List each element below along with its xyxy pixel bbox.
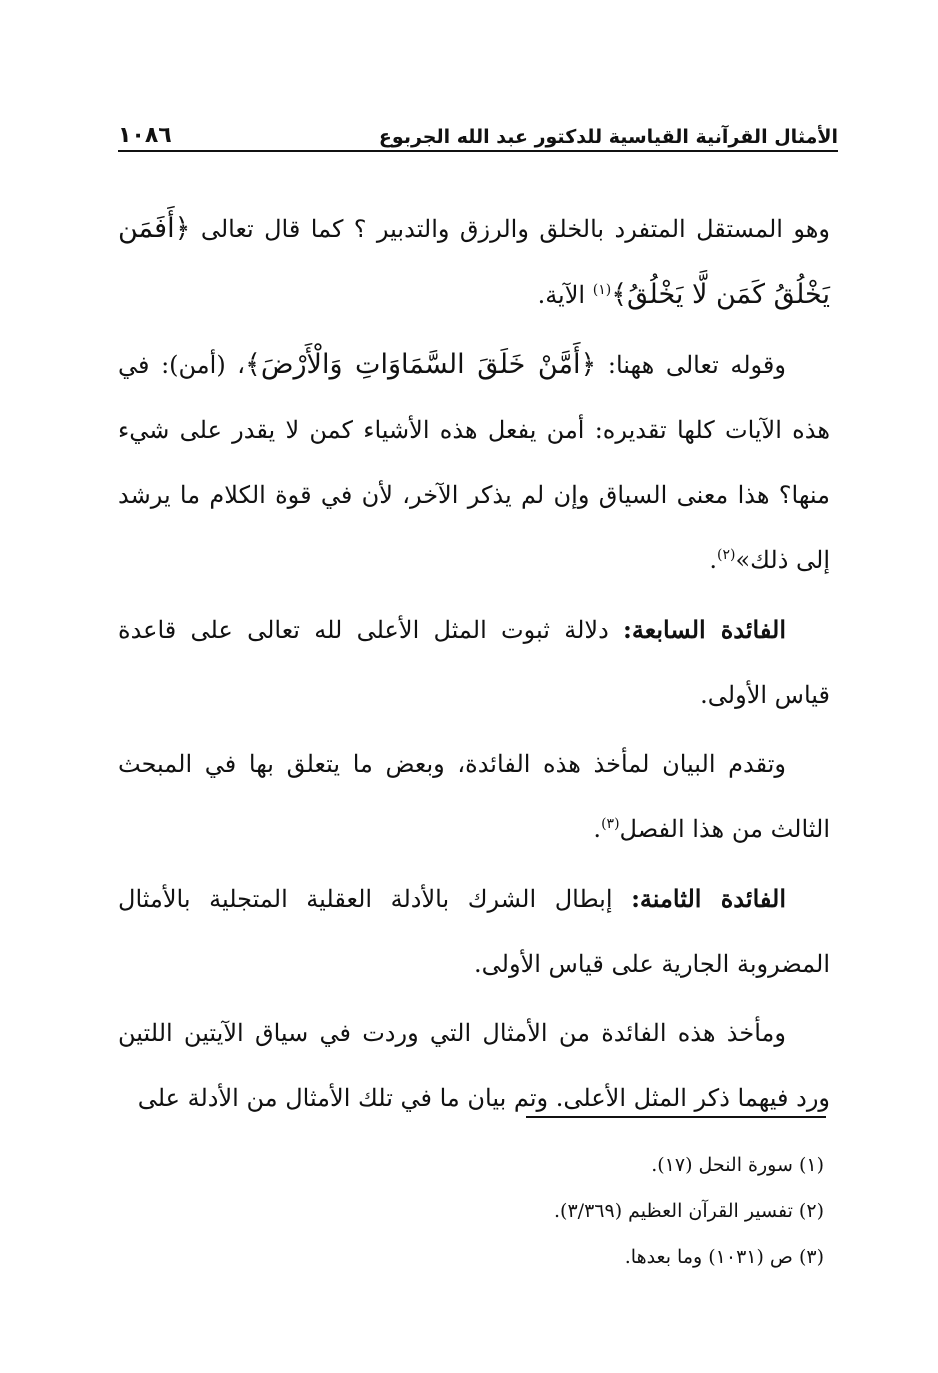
paragraph-1: [118, 196, 830, 328]
p1-text: وهو المستقل المتفرد بالخلق والرزق والتدبير ؟ كما قال تعالى: [190, 215, 830, 243]
footnotes: [118, 1142, 824, 1280]
footnote-1: (١) سورة النحل (١٧).: [651, 1154, 824, 1176]
p5-text: إبطال الشرك بالأدلة العقلية المتجلية بالأمثال المضروبة الجارية على قياس الأولى.: [118, 885, 830, 978]
footnote-rule: [526, 1116, 826, 1118]
p2-text-1: وقوله تعالى ههنا:: [596, 351, 786, 379]
p2-text-2: ، (أمن): في هذه الآيات كلها تقديره: أمن يفعل هذه الأشياء كمن لا يقدر على شيء منها؟ هذا معنى السياق وإن لم يذكر الآخر، لأن في قوة الكلام ما يرشد إلى ذلك»: [118, 351, 830, 574]
p6-text: ومأخذ هذه الفائدة من الأمثال التي وردت في سياق الآيتين اللتين ورد فيهما ذكر المثل الأعلى. وتم بيان ما في تلك الأمثال من الأدلة على: [118, 1019, 830, 1112]
paragraph-2: [118, 332, 830, 593]
running-header: [118, 116, 838, 148]
p1-footnote-ref: (١): [592, 282, 612, 298]
p1-quran-verse: ﴿أَفَمَن يَخْلُقُ كَمَن لَّا يَخْلُقُ﴾: [118, 213, 830, 310]
paragraph-6: [118, 1001, 830, 1131]
p2-quran-verse: ﴿أَمَّنْ خَلَقَ السَّمَاوَاتِ وَالْأَرْضَ﴾: [245, 349, 597, 380]
p4-footnote-ref: (٣): [601, 816, 620, 832]
p3-text: دلالة ثبوت المثل الأعلى لله تعالى على قاعدة قياس الأولى.: [118, 616, 830, 709]
paragraph-5: [118, 866, 830, 997]
p2-footnote-ref: (٢): [717, 547, 736, 563]
page-number: ١٠٨٦: [118, 123, 172, 148]
body-text: [118, 196, 830, 1131]
p4-text: وتقدم البيان لمأخذ هذه الفائدة، وبعض ما يتعلق بها في المبحث الثالث من هذا الفصل: [118, 750, 830, 843]
paragraph-3: [118, 597, 830, 728]
p5-label: الفائدة الثامنة:: [631, 884, 786, 913]
p3-label: الفائدة السابعة:: [623, 615, 786, 644]
p4-tail: .: [593, 815, 602, 843]
footnote-3: (٣) ص (١٠٣١) وما بعدها.: [624, 1246, 824, 1268]
p2-tail: .: [709, 546, 717, 574]
running-title: الأمثال القرآنية القياسية للدكتور عبد الله الجربوع: [378, 126, 838, 148]
header-rule: [118, 150, 838, 152]
paragraph-4: [118, 732, 830, 862]
p1-tail: الآية.: [537, 281, 593, 309]
footnote-2: (٢) تفسير القرآن العظيم (٣/٣٦٩).: [554, 1200, 824, 1222]
